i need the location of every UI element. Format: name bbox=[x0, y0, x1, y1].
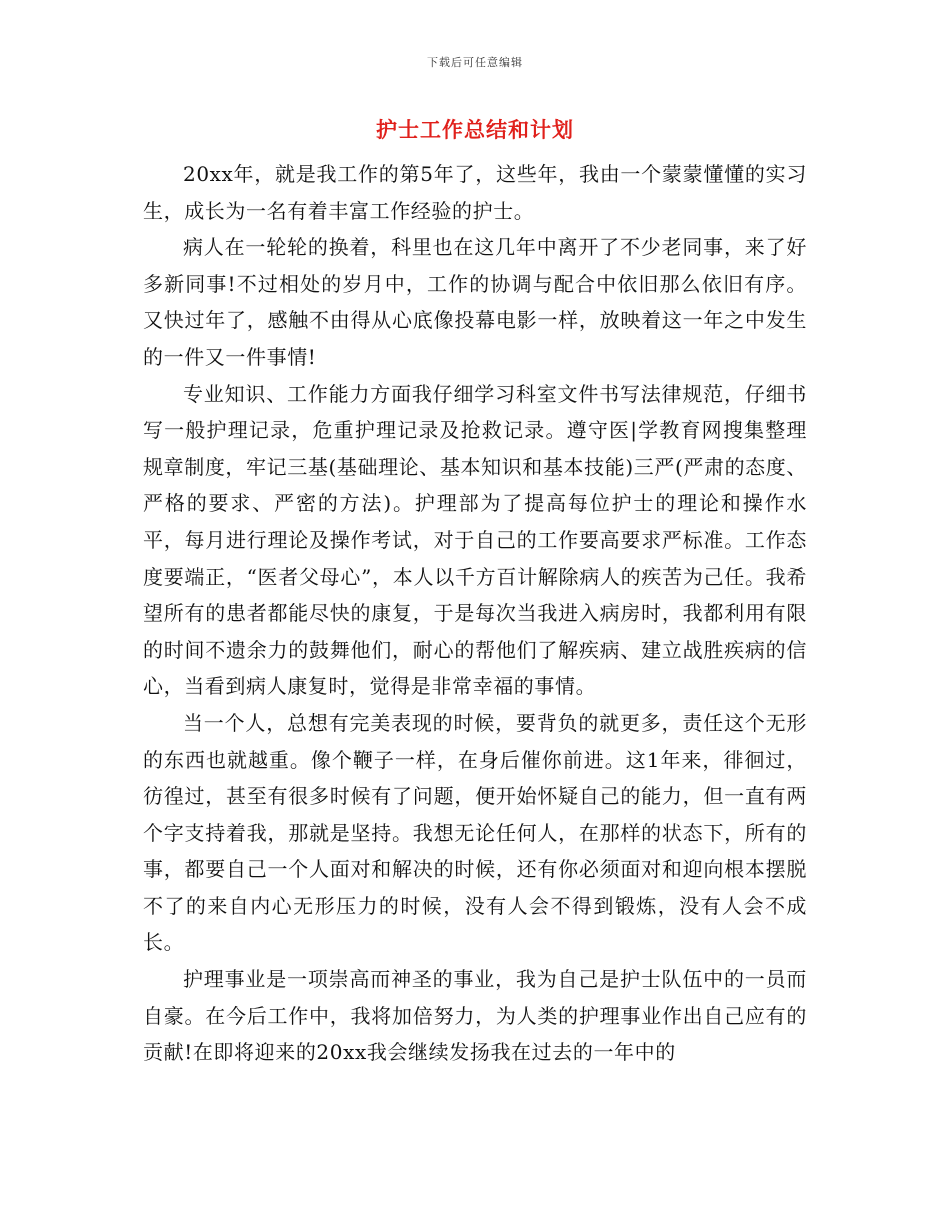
document-body bbox=[143, 156, 807, 1071]
paragraph-5: 护理事业是一项崇高而神圣的事业，我为自己是护士队伍中的一员而自豪。在今后工作中，我将加倍努力，为人类的护理事业作出自己应有的贡献!在即将迎来的20xx我会继续发扬我在过去的一年中的 bbox=[143, 967, 807, 1065]
paragraph-3: 专业知识、工作能力方面我仔细学习科室文件书写法律规范，仔细书写一般护理记录，危重护理记录及抢救记录。遵守医|学教育网搜集整理规章制度，牢记三基(基础理论、基本知识和基本技能)三严(严肃的态度、严格的要求、严密的方法)。护理部为了提高每位护士的理论和操作水平，每月进行理论及操作考试，对于自己的工作要高要求严标准。工作态度要端正，“医者父母心”，本人以千方百计解除病人的疾苦为己任。我希望所有的患者都能尽快的康复，于是每次当我进入病房时，我都利用有限的时间不遗余力的鼓舞他们，耐心的帮他们了解疾病、建立战胜疾病的信心，当看到病人康复时，觉得是非常幸福的事情。 bbox=[143, 381, 807, 699]
page-header-note: 下载后可任意编辑 bbox=[427, 56, 523, 69]
paragraph-1: 20xx年，就是我工作的第5年了，这些年，我由一个蒙蒙懂懂的实习生，成长为一名有着丰富工作经验的护士。 bbox=[143, 162, 807, 223]
paragraph-2: 病人在一轮轮的换着，科里也在这几年中离开了不少老同事，来了好多新同事!不过相处的岁月中，工作的协调与配合中依旧那么依旧有序。又快过年了，感触不由得从心底像投幕电影一样，放映着这一年之中发生的一件又一件事情! bbox=[143, 235, 807, 369]
paragraph-4: 当一个人，总想有完美表现的时候，要背负的就更多，责任这个无形的东西也就越重。像个鞭子一样，在身后催你前进。这1年来，徘徊过，彷徨过，甚至有很多时候有了问题，便开始怀疑自己的能力，但一直有两个字支持着我，那就是坚持。我想无论任何人，在那样的状态下，所有的事，都要自己一个人面对和解决的时候，还有你必须面对和迎向根本摆脱不了的来自内心无形压力的时候，没有人会不得到锻炼，没有人会不成长。 bbox=[143, 710, 807, 955]
document-title: 护士工作总结和计划 bbox=[376, 117, 574, 142]
